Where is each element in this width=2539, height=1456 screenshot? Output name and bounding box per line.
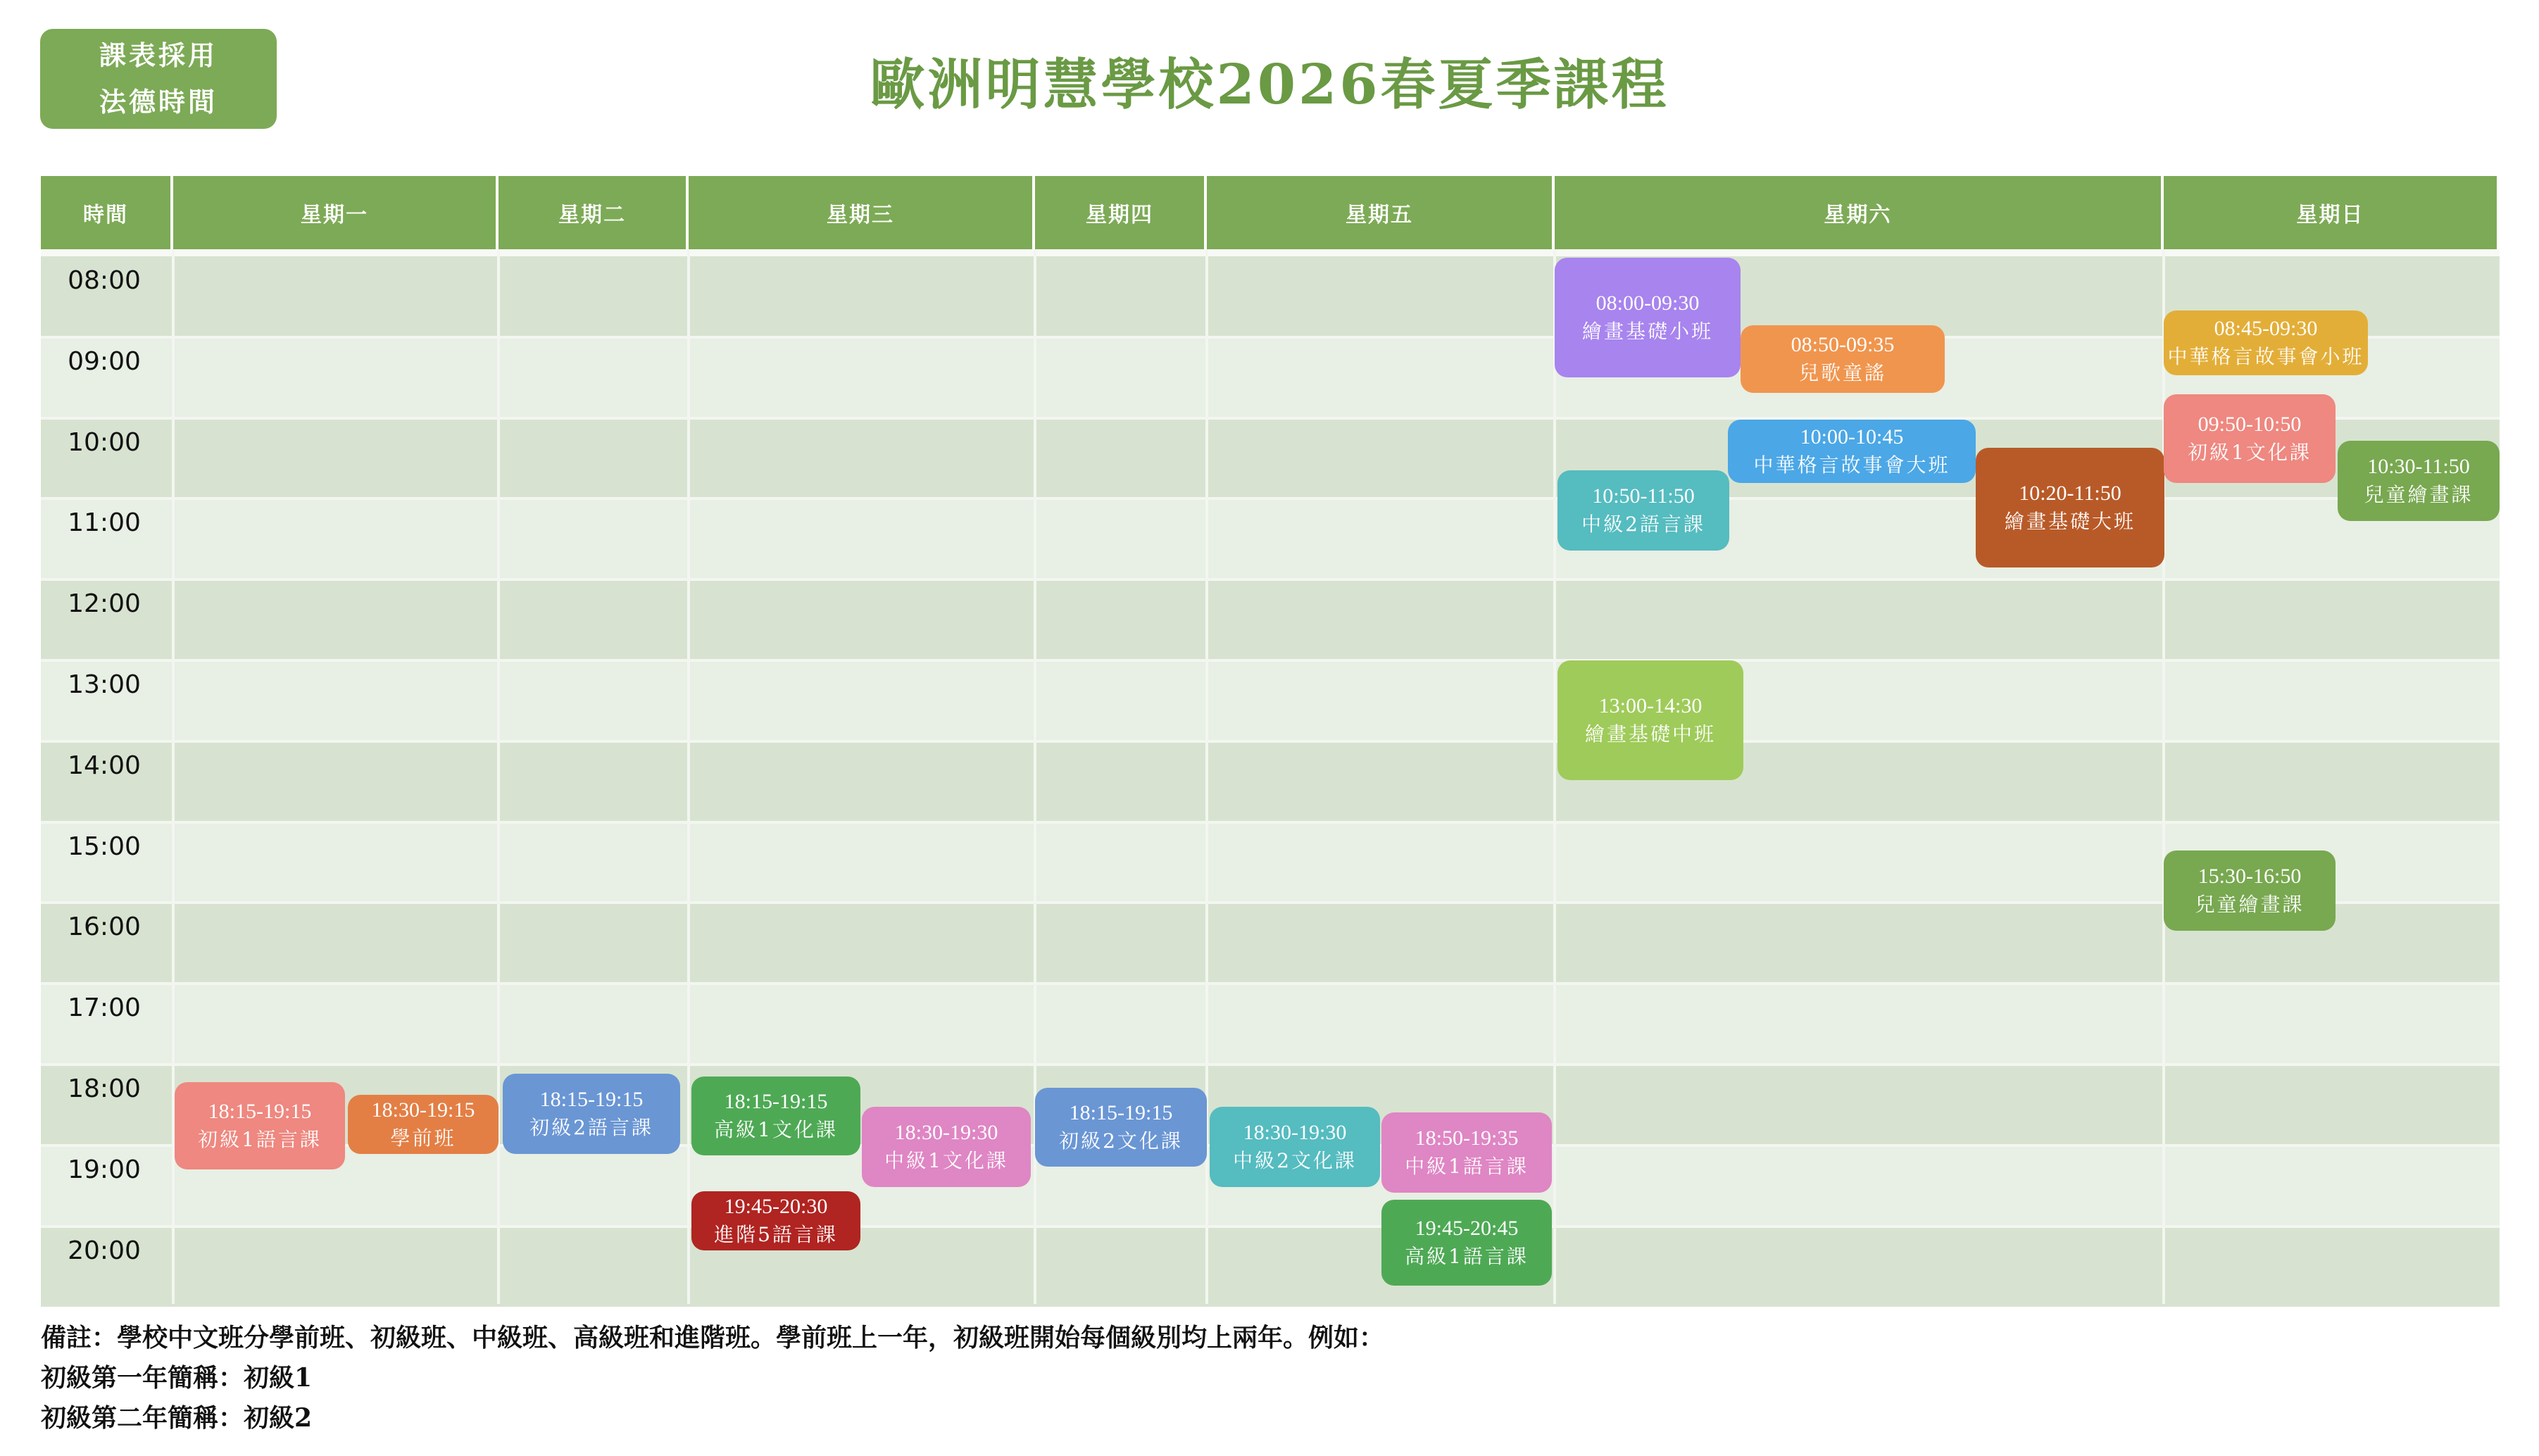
class-name: 初級2語言課 [529,1116,653,1139]
row-divider [41,901,2500,904]
class-name: 中級1文化課 [884,1149,1008,1172]
row-divider [41,659,2500,662]
class-time: 08:45-09:30 [2214,317,2318,340]
class-name: 中級2文化課 [1233,1149,1357,1172]
header-day: 星期四 [1035,176,1207,249]
header-day: 星期日 [2164,176,2500,249]
time-row [41,337,2500,418]
class-name: 繪畫基礎小班 [1581,320,1713,343]
time-row [41,1226,2500,1307]
class-time: 10:50-11:50 [1592,484,1695,508]
time-row [41,660,2500,741]
time-label: 12:00 [68,589,141,619]
class-block[interactable] [1210,1107,1380,1187]
class-time: 10:20-11:50 [2019,482,2121,505]
column-divider [687,249,690,1304]
timezone-line-2: 法德時間 [99,87,218,118]
class-name: 中級2語言課 [1581,513,1705,536]
class-block[interactable] [691,1191,860,1250]
class-block[interactable] [2338,441,2500,521]
time-label: 14:00 [68,751,141,780]
class-name: 兒童繪畫課 [2364,483,2474,506]
class-time: 18:50-19:35 [1415,1126,1519,1150]
class-name: 中華格言故事會大班 [1753,453,1950,477]
class-time: 18:30-19:30 [1243,1121,1347,1144]
class-name: 學前班 [390,1126,456,1150]
schedule-grid [41,176,2500,1304]
class-name: 繪畫基礎大班 [2004,510,2136,533]
class-name: 兒歌童謠 [1798,361,1886,384]
class-name: 高級1語言課 [1405,1245,1529,1268]
note-line: 初級第一年簡稱：初級1 [41,1363,313,1393]
class-block[interactable] [691,1077,860,1155]
header-day: 星期五 [1207,176,1555,249]
class-block[interactable] [1976,448,2164,567]
class-time: 19:45-20:30 [724,1195,828,1218]
class-block[interactable] [862,1107,1031,1187]
class-name: 初級1語言課 [198,1128,322,1151]
class-name: 繪畫基礎中班 [1584,722,1716,746]
notes [41,1318,1384,1438]
row-divider [41,821,2500,824]
class-block[interactable] [1557,660,1743,780]
class-time: 18:15-19:15 [208,1100,312,1123]
time-label: 13:00 [68,670,141,699]
time-label: 11:00 [68,508,141,538]
class-block[interactable] [1555,258,1741,377]
row-divider [41,982,2500,985]
header-time: 時間 [41,176,173,249]
time-label: 10:00 [68,427,141,457]
time-row [41,741,2500,822]
header-day: 星期二 [499,176,689,249]
class-block[interactable] [348,1095,499,1154]
class-block[interactable] [1035,1088,1207,1167]
header-day: 星期一 [173,176,499,249]
note-line: 初級第二年簡稱：初級2 [41,1403,313,1433]
class-time: 18:15-19:15 [724,1090,828,1113]
class-block[interactable] [1381,1112,1552,1193]
row-divider [41,578,2500,581]
class-block[interactable] [2164,394,2336,483]
time-row [41,903,2500,984]
class-block[interactable] [1381,1200,1552,1286]
class-time: 18:15-19:15 [539,1088,644,1111]
class-time: 10:00-10:45 [1800,425,1904,448]
column-divider [1553,249,1556,1304]
class-name: 初級2文化課 [1059,1129,1183,1153]
class-time: 08:50-09:35 [1791,333,1895,356]
class-block[interactable] [1557,470,1729,551]
class-name: 高級1文化課 [714,1118,838,1141]
class-name: 中級1語言課 [1405,1155,1529,1178]
class-name: 兒童繪畫課 [2195,893,2305,916]
class-block[interactable] [1728,420,1976,483]
class-time: 10:30-11:50 [2367,455,2470,478]
row-divider [41,1225,2500,1228]
class-time: 15:30-16:50 [2198,865,2302,888]
class-time: 09:50-10:50 [2198,413,2302,436]
time-label: 20:00 [68,1236,141,1265]
header-gap [41,249,2500,256]
row-divider [41,1063,2500,1066]
time-row [41,822,2500,903]
class-name: 中華格言故事會小班 [2167,345,2364,368]
time-label: 19:00 [68,1155,141,1184]
class-time: 18:30-19:30 [894,1121,998,1144]
class-time: 18:30-19:15 [371,1098,475,1122]
class-time: 19:45-20:45 [1415,1217,1519,1240]
class-time: 18:15-19:15 [1069,1101,1173,1124]
class-block[interactable] [1741,325,1945,393]
class-block[interactable] [503,1074,680,1154]
class-block[interactable] [2164,310,2368,375]
time-row [41,984,2500,1065]
header-day: 星期六 [1555,176,2164,249]
class-block[interactable] [175,1082,345,1169]
class-name: 進階5語言課 [714,1223,838,1246]
time-label: 17:00 [68,993,141,1023]
time-label: 18:00 [68,1074,141,1103]
time-label: 09:00 [68,346,141,376]
row-divider [41,336,2500,339]
header-day: 星期三 [689,176,1035,249]
note-line: 備註：學校中文班分學前班、初級班、中級班、高級班和進階班。學前班上一年，初級班開始每個級別均上兩年。例如： [41,1323,1385,1353]
time-label: 15:00 [68,831,141,861]
class-block[interactable] [2164,851,2336,931]
time-label: 16:00 [68,912,141,942]
class-name: 初級1文化課 [2188,441,2312,464]
row-divider [41,417,2500,420]
time-row [41,579,2500,660]
timezone-line-1: 課表採用 [99,40,218,71]
time-row [41,256,2500,337]
class-time: 13:00-14:30 [1598,694,1703,717]
row-divider [41,740,2500,743]
page-title: 歐洲明慧學校2026春夏季課程 [870,53,1669,117]
class-time: 08:00-09:30 [1596,291,1700,315]
time-label: 08:00 [68,266,141,295]
